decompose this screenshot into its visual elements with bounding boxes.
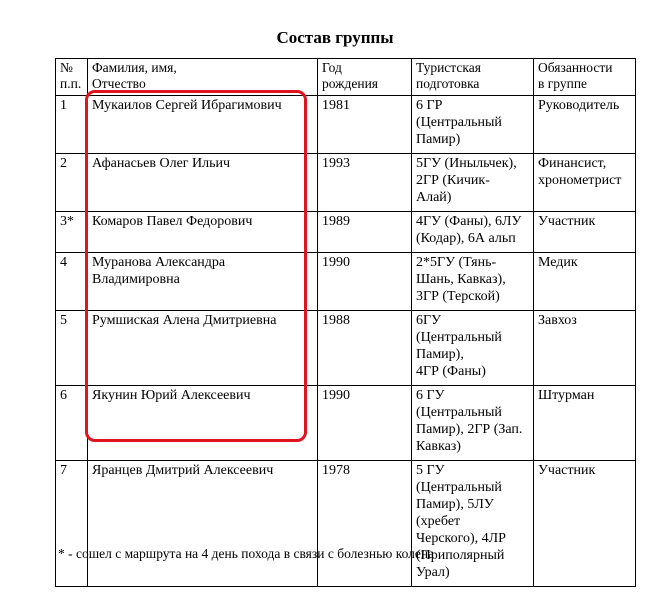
table-row: [56, 253, 636, 311]
role-cell: Участник: [534, 461, 636, 587]
row-number-cell: 2: [56, 154, 88, 212]
experience-cell: 6ГУ (Центральный Памир), 4ГР (Фаны): [412, 311, 534, 386]
role-cell: Руководитель: [534, 96, 636, 154]
header-role: Обязанности в группе: [534, 59, 636, 96]
name-cell: Мукаилов Сергей Ибрагимович: [88, 96, 318, 154]
experience-cell: 6 ГР (Центральный Памир): [412, 96, 534, 154]
row-number-cell: 6: [56, 386, 88, 461]
role-cell: Финансист, хронометрист: [534, 154, 636, 212]
table-row: [56, 212, 636, 253]
table-row: [56, 96, 636, 154]
experience-cell: 2*5ГУ (Тянь- Шань, Кавказ), 3ГР (Терской): [412, 253, 534, 311]
table-body: [56, 96, 636, 587]
row-number-cell: 1: [56, 96, 88, 154]
header-name: Фамилия, имя, Отчество: [88, 59, 318, 96]
birth-year-cell: 1990: [318, 386, 412, 461]
role-cell: Участник: [534, 212, 636, 253]
table-row: [56, 461, 636, 587]
name-cell: Афанасьев Олег Ильич: [88, 154, 318, 212]
experience-cell: 6 ГУ (Центральный Памир), 2ГР (Зап. Кавказ): [412, 386, 534, 461]
table-header-row: [56, 59, 636, 96]
birth-year-cell: 1990: [318, 253, 412, 311]
table-row: [56, 386, 636, 461]
table-row: [56, 311, 636, 386]
name-cell: Румшиская Алена Дмитриевна: [88, 311, 318, 386]
row-number-cell: 4: [56, 253, 88, 311]
row-number-cell: 3*: [56, 212, 88, 253]
table-row: [56, 154, 636, 212]
name-cell: Яранцев Дмитрий Алексеевич: [88, 461, 318, 587]
birth-year-cell: 1981: [318, 96, 412, 154]
role-cell: Штурман: [534, 386, 636, 461]
birth-year-cell: 1988: [318, 311, 412, 386]
footnote: * - сошел с маршрута на 4 день похода в связи с болезнью колена: [58, 546, 435, 561]
birth-year-cell: 1989: [318, 212, 412, 253]
group-table: [55, 58, 636, 587]
birth-year-cell: 1978: [318, 461, 412, 587]
header-year: Год рождения: [318, 59, 412, 96]
header-number: № п.п.: [56, 59, 88, 96]
role-cell: Завхоз: [534, 311, 636, 386]
experience-cell: 5ГУ (Иныльчек), 2ГР (Кичик- Алай): [412, 154, 534, 212]
row-number-cell: 7: [56, 461, 88, 587]
role-cell: Медик: [534, 253, 636, 311]
experience-cell: 5 ГУ (Центральный Памир), 5ЛУ (хребет Черского), 4ЛР (Приполярный Урал): [412, 461, 534, 587]
name-cell: Муранова Александра Владимировна: [88, 253, 318, 311]
page-title: Состав группы: [276, 28, 394, 47]
name-cell: Якунин Юрий Алексеевич: [88, 386, 318, 461]
header-experience: Туристская подготовка: [412, 59, 534, 96]
name-cell: Комаров Павел Федорович: [88, 212, 318, 253]
experience-cell: 4ГУ (Фаны), 6ЛУ (Кодар), 6А альп: [412, 212, 534, 253]
birth-year-cell: 1993: [318, 154, 412, 212]
row-number-cell: 5: [56, 311, 88, 386]
